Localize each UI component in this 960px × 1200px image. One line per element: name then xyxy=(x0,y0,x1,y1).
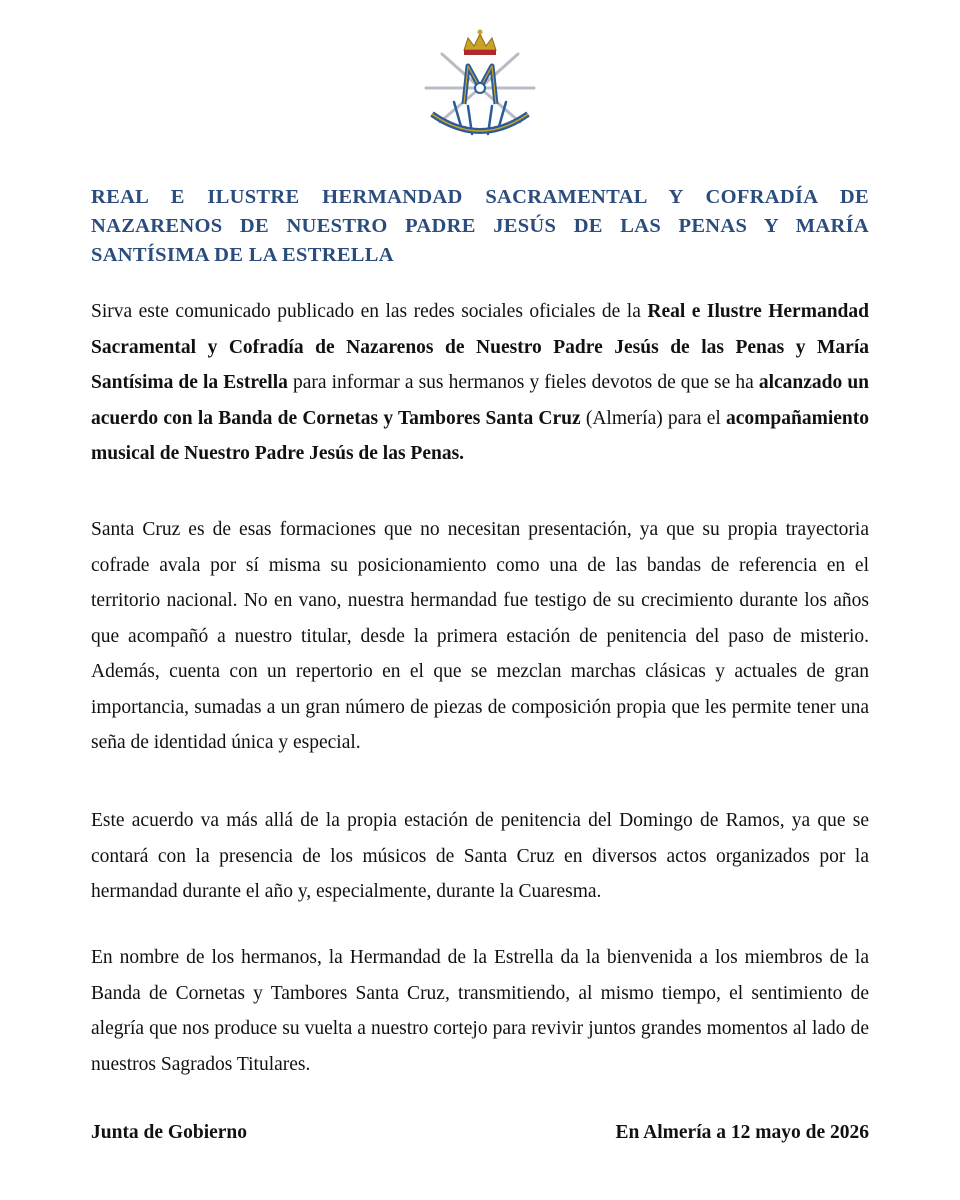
document-title: REAL E ILUSTRE HERMANDAD SACRAMENTAL Y COFRADÍA DE NAZARENOS DE NUESTRO PADRE JESÚS DE LAS PENAS Y MARÍA SANTÍSIMA DE LA ESTRELLA xyxy=(91,186,869,266)
paragraph-text: (Almería) para el xyxy=(580,407,726,429)
paragraph-band-description: Santa Cruz es de esas formaciones que no necesitan presentación, ya que su propia trayectoria cofrade avala por sí misma su posicionamiento como una de las bandas de referencia en el territorio nacional. No en vano, nuestra hermandad fue testigo de su crecimiento durante los años que acompañó a nuestro titular, desde la primera estación de penitencia del paso de misterio. Además, cuenta con un repertorio en el que se mezclan marchas clásicas y actuales de gran importancia, sumadas a un gran número de piezas de composición propia que les permite tener una seña de identidad única y especial. xyxy=(91,519,869,753)
paragraph-text: para informar a sus hermanos y fieles devotos de que se ha xyxy=(287,372,759,393)
place-date: En Almería a 12 mayo de 2026 xyxy=(615,1122,869,1143)
paragraph-text: Sirva este comunicado publicado en las redes sociales oficiales de la xyxy=(91,301,648,322)
signature: Junta de Gobierno xyxy=(91,1122,248,1143)
musical-accompaniment-bold: acompañamiento musical de Nuestro Padre Jesús de las Penas. xyxy=(91,407,869,464)
brotherhood-crest-icon xyxy=(414,26,546,146)
agreement-bold: alcanzado un acuerdo con la Banda de Cornetas y Tambores Santa Cruz xyxy=(91,372,870,429)
paragraph-welcome: En nombre de los hermanos, la Hermandad de la Estrella da la bienvenida a los miembros de la Banda de Cornetas y Tambores Santa Cruz, transmitiendo, al mismo tiempo, el sentimiento de alegría que nos produce su vuelta a nuestro cortejo para revivir juntos grandes momentos al lado de nuestros Sagrados Titulares. xyxy=(91,947,869,1075)
brotherhood-name-bold: Real e Ilustre Hermandad Sacramental y Cofradía de Nazarenos de Nuestro Padre Jesús de las Penas y María Santísima de la Estrella xyxy=(91,301,869,393)
paragraph-announcement xyxy=(91,294,869,472)
paragraph-agreement-scope: Este acuerdo va más allá de la propia estación de penitencia del Domingo de Ramos, ya que se contará con la presencia de los músicos de Santa Cruz en diversos actos organizados por la hermandad durante el año y, especialmente, durante la Cuaresma. xyxy=(91,810,869,902)
